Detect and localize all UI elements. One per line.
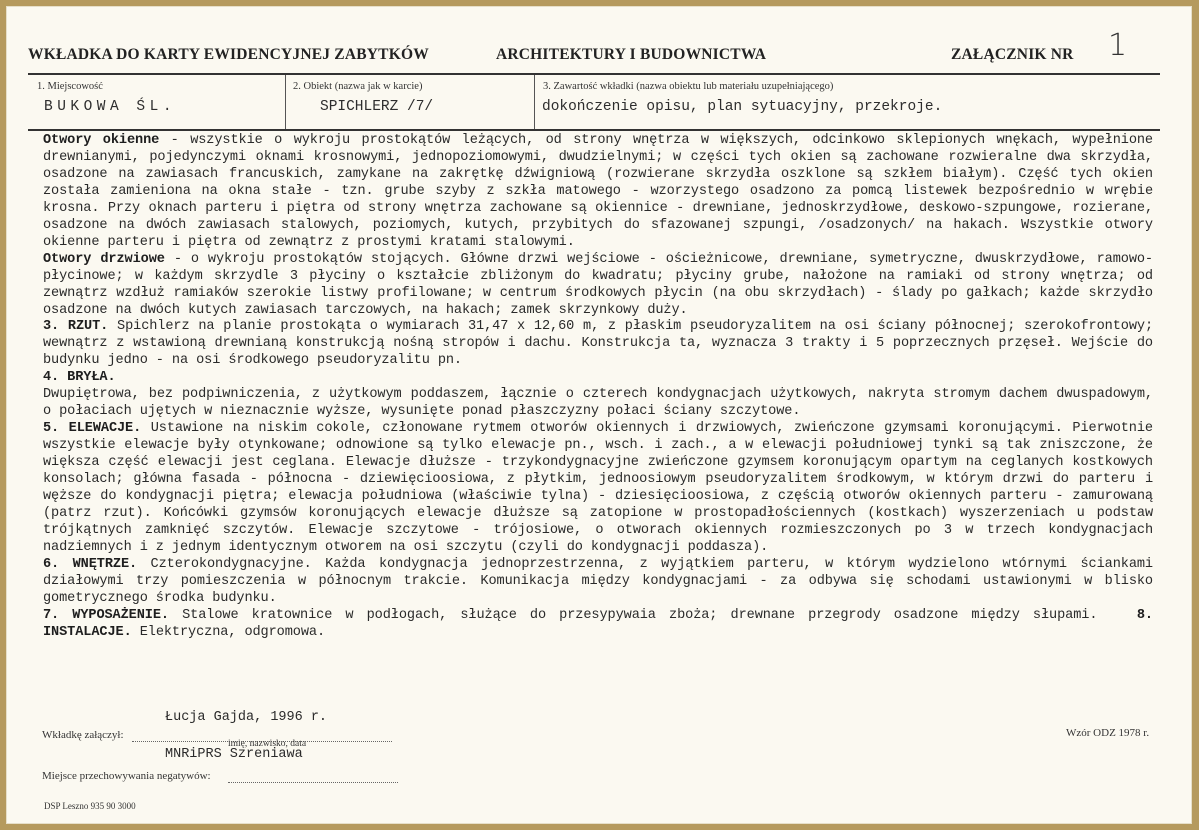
insert-label: Wkładkę załączył:	[42, 729, 124, 741]
attachment-number: 1	[1108, 28, 1128, 63]
section-heading: 5. ELEWACJE.	[43, 421, 142, 437]
field-divider-2	[534, 75, 535, 129]
section-heading: Otwory okienne	[43, 133, 160, 148]
name-hint: imię, nazwisko, data	[228, 739, 307, 749]
fields-bottom-rule	[28, 129, 1160, 131]
section-massing	[43, 387, 1153, 421]
printer-info: DSP Leszno 935 90 3000	[44, 801, 136, 811]
section-window-openings	[43, 133, 1153, 252]
author-signature: Łucja Gajda, 1996 r.	[165, 710, 328, 725]
form-model: Wzór ODZ 1978 r.	[1066, 727, 1150, 739]
institution: MNRiPRS Szreniawa	[165, 747, 303, 762]
section-heading: 4. BRYŁA.	[43, 370, 116, 386]
storage-dotline	[228, 782, 398, 783]
storage-label: Miejsce przechowywania negatywów:	[42, 770, 211, 782]
section-massing-heading	[43, 370, 1153, 387]
field-object-label: 2. Obiekt (nazwa jak w karcie)	[293, 81, 423, 92]
section-door-openings	[43, 252, 1153, 320]
field-locality-label: 1. Miejscowość	[37, 81, 103, 92]
field-divider-1	[285, 75, 286, 129]
section-heading: 6. WNĘTRZE.	[43, 556, 138, 572]
section-text: - wszystkie o wykroju prostokątów leżących, od strony wnętrza w większych, odcinkowo sklepionych wnękach, wypełnione drewnianymi, pojedynczymi oknami krosnowymi, jednopoziomowymi, dwudzielnymi; w części tych okien są zachowane rozwieralne dwa skrzydła, osadzone na zawiasach francuskich, zamykane na zakrętkę dźwigniową (rozwierane skrzydła oszklone są szkłem białym). Część tych okien została zamieniona na okna stałe - tzn. grube szyby z szkła matowego - wzorzystego osadzono za pomcą listewek bezpośrednio w wrębie krosna. Przy oknach parteru i piętra od strony wnętrza zachowane są okiennice - drewniane, jednoskrzydłowe, deskowo-szpungowe, rozierane, osadzone na dwóch zawiasach stalowych, poziomych, kutych, przybitych do sfazowanej szpungi, /osadzonych/ na hakach. Wszystkie otwory okienne parteru i piętra od zewnątrz z prostymi kratami stalowymi.	[43, 133, 1153, 250]
section-interior	[43, 557, 1153, 608]
section-text: Czterokondygnacyjne. Każda kondygnacja jednoprzestrzenna, z wyjątkiem parteru, w którym wydzielono wtórnymi ściankami działowymi trzy pomieszczenia w północnym trakcie. Komunikacja między kondygnacjami - za odbywa się schodami ustawionymi w blisko gometrycznego środka budynku.	[43, 556, 1153, 606]
section-text: Dwupiętrowa, bez podpiwniczenia, z użytkowym poddaszem, łącznie o czterech kondygnacjach użytkowych, nakryta stromym dachem dwuspadowym, o połaciach ujętych w nieznacznie wyższe, wysunięte ponad płaszczyzny połaci ściany szczytowe.	[43, 387, 1153, 420]
section-text: Stalowe kratownice w podłogach, służące do przesypywaia zboża; drewnane przegrody osadzone między słupami.	[168, 607, 1098, 623]
section-heading: 7. WYPOSAŻENIE.	[43, 607, 169, 623]
field-content-label: 3. Zawartość wkładki (nazwa obiektu lub materiału uzupełniającego)	[543, 81, 834, 92]
title-part-2: ARCHITEKTURY I BUDOWNICTWA	[496, 46, 767, 63]
description-body	[43, 133, 1153, 642]
section-heading: 8. INSTALACJE.	[43, 607, 1153, 640]
section-equipment	[43, 608, 1153, 642]
section-text: - o wykroju prostokątów stojących. Główne drzwi wejściowe - ościeżnicowe, drewniane, symetryczne, dwuskrzydłowe, ramowo-płycinowe; w każdym skrzydle 3 płyciny o kształcie zbliżonym do kwadratu; płyciny grube, nałożone na ramiaki od strony wnętrza; od zewnątrz wzdłuż ramiaków szerokie listwy profilowane; w centrum środkowych płycin (na obu skrzydłach) - ślady po gałkach; każde skrzydło osadzone na dwóch kutych zawiasach tarczowych, na hakach; zamek skrzynkowy duży.	[43, 251, 1153, 318]
attachment-label: ZAŁĄCZNIK NR	[951, 46, 1074, 63]
section-elevations	[43, 421, 1153, 557]
section-heading: 3. RZUT.	[43, 319, 109, 335]
section-text: Spichlerz na planie prostokąta o wymiarach 31,47 x 12,60 m, z płaskim pseudoryzalitem na osi ściany północnej; szerokofrontowy; wewnątrz z wstawioną drewnianą konstrukcją nośną stropów i dachu. Konstrukcja ta, wyznacza 3 trakty i 5 poprzecznych przęseł. Wejście do budynku jedno - na osi środkowego pseudoryzalitu pn.	[43, 319, 1154, 369]
section-heading: Otwory drzwiowe	[43, 251, 165, 267]
field-content-value: dokończenie opisu, plan sytuacyjny, przekroje.	[542, 99, 943, 115]
section-text: Elektryczna, odgromowa.	[131, 624, 326, 640]
header-rule	[28, 73, 1160, 75]
section-text: Ustawione na niskim cokole, członowane rytmem otworów okiennych i drzwiowych, zwieńczone gzymsami koronującymi. Pierwotnie wszystkie elewacje były otynkowane; odnowione są tylko elewacje pn., wsch. i zach., a w elewacji południowej tynki są tak zniszczone, że większa część elewacji jest ceglana. Elewacje dłuższe - trzykondygnacyjne zwieńczone gzymsem koronującym opartym na ceglanych kostkowych konsolach; główna fasada - północna - dziewięcioosiowa, z płytkim, jednoosiowym pseudoryzalitem środkowym, w którym drzwi do parteru i węższe do kondygnacji piętra; elewacja południowa (właściwie tylna) - dziesięcioosiowa, z częścią otworów okiennych parteru - zamurowaną (patrz rzut). Końcówki gzymsów koronujących elewacje dłuższe są zatopione w prostopadłościennych (kostkach) wyszerzeniach u podstaw trójkątnych zamknięć szczytów. Elewacje szczytowe - trójosiowe, o otworach okiennych rozmieszczonych po 3 w trzech kondygnacjach nadziemnych i z jednym identycznym otworem na osi szczytu (czyli do kondygnacji poddasza).	[43, 421, 1153, 555]
title-part-1: WKŁADKA DO KARTY EWIDENCYJNEJ ZABYTKÓW	[28, 46, 429, 63]
field-object-value: SPICHLERZ /7/	[320, 99, 434, 115]
field-locality-value: BUKOWA ŚL.	[44, 99, 177, 115]
section-plan	[43, 319, 1153, 370]
